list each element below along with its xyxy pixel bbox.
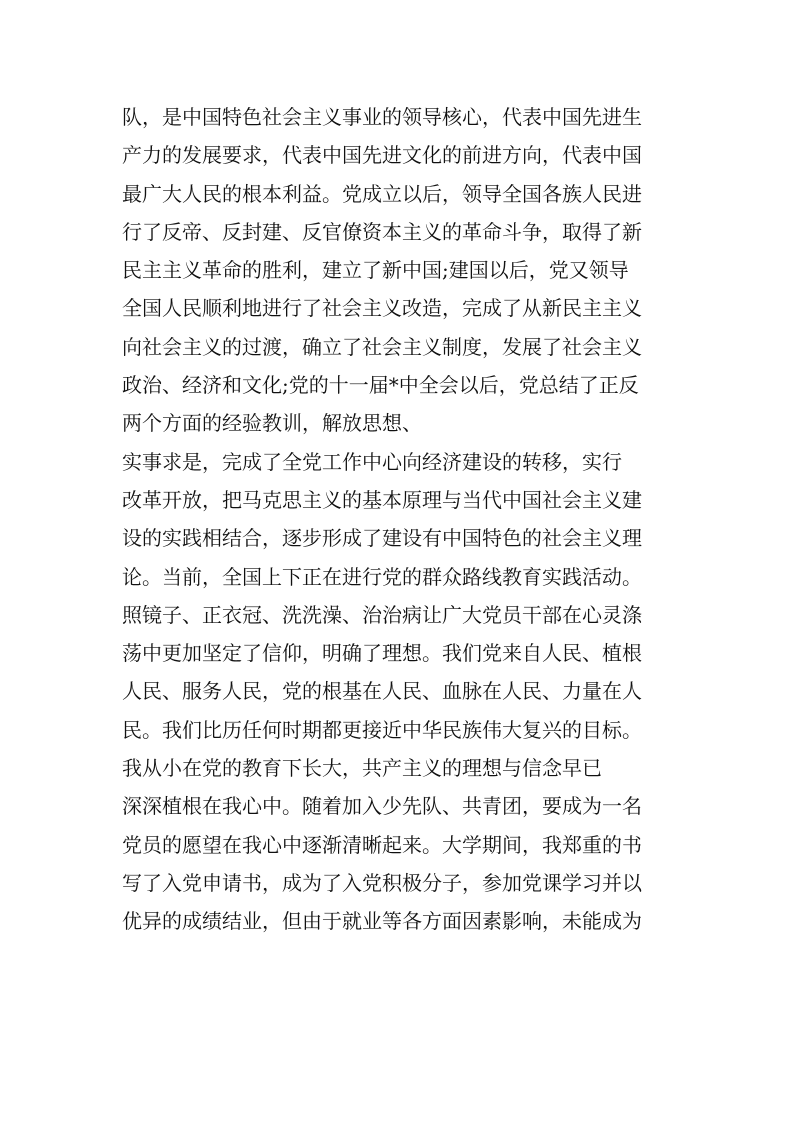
text-line: 最广大人民的根本利益。党成立以后，领导全国各族人民进 <box>122 181 642 206</box>
text-line: 优异的成绩结业，但由于就业等各方面因素影响，未能成为 <box>122 909 642 934</box>
text-line: 队，是中国特色社会主义事业的领导核心，代表中国先进生 <box>122 105 642 129</box>
text-line: 行了反帝、反封建、反官僚资本主义的革命斗争，取得了新 <box>122 219 642 244</box>
text-line: 产力的发展要求，代表中国先进文化的前进方向，代表中国 <box>122 143 642 168</box>
text-line: 两个方面的经验教训，解放思想、 <box>122 411 422 436</box>
text-line: 政治、经济和文化;党的十一届*中全会以后，党总结了正反 <box>122 373 639 398</box>
text-line: 照镜子、正衣冠、洗洗澡、治治病让广大党员干部在心灵涤 <box>122 602 642 627</box>
text-line: 设的实践相结合，逐步形成了建设有中国特色的社会主义理 <box>122 526 642 551</box>
text-line: 民主主义革命的胜利，建立了新中国;建国以后，党又领导 <box>122 258 629 283</box>
text-line: 论。当前，全国上下正在进行党的群众路线教育实践活动。 <box>122 564 642 589</box>
text-line: 人民、服务人民，党的根基在人民、血脉在人民、力量在人 <box>122 679 642 704</box>
body-text <box>122 98 682 941</box>
text-line: 深深植根在我心中。随着加入少先队、共青团，要成为一名 <box>122 794 642 819</box>
text-line: 民。我们比历任何时期都更接近中华民族伟大复兴的目标。 <box>122 717 642 742</box>
text-line: 写了入党申请书，成为了入党积极分子，参加党课学习并以 <box>122 870 642 895</box>
text-line: 改革开放，把马克思主义的基本原理与当代中国社会主义建 <box>122 487 642 512</box>
text-line: 实事求是，完成了全党工作中心向经济建设的转移，实行 <box>122 449 622 474</box>
text-line: 荡中更加坚定了信仰，明确了理想。我们党来自人民、植根 <box>122 641 642 666</box>
text-line: 我从小在党的教育下长大，共产主义的理想与信念早已 <box>122 756 602 781</box>
text-line: 全国人民顺利地进行了社会主义改造，完成了从新民主主义 <box>122 296 642 321</box>
text-line: 党员的愿望在我心中逐渐清晰起来。大学期间，我郑重的书 <box>122 832 642 857</box>
text-line: 向社会主义的过渡，确立了社会主义制度，发展了社会主义 <box>122 334 642 359</box>
